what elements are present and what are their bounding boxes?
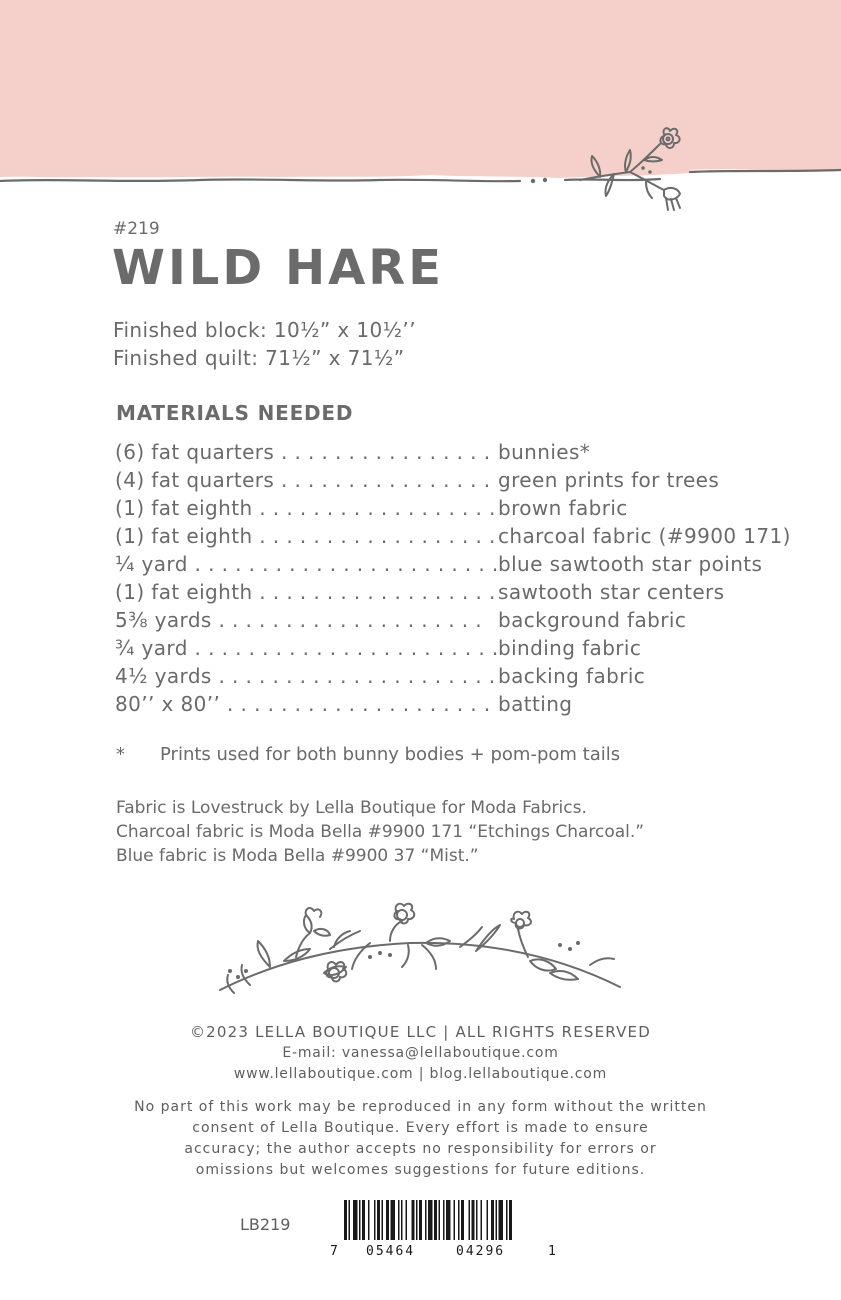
list-item xyxy=(115,522,815,550)
footnote-text: Prints used for both bunny bodies + pom-pom tails xyxy=(160,744,621,765)
barcode-digit-first: 7 xyxy=(330,1244,338,1259)
barcode-bar xyxy=(476,1200,478,1240)
barcode-bar xyxy=(443,1200,445,1240)
material-quantity: 80’’ x 80’’ . . . . . . . . . . . . . . . . . . . . xyxy=(115,692,491,716)
barcode-bar xyxy=(487,1200,489,1240)
material-quantity: (1) fat eighth . . . . . . . . . . . . . . . . . . xyxy=(115,496,496,520)
barcode-bar xyxy=(353,1200,358,1240)
barcode-bar xyxy=(419,1200,422,1240)
fabric-notes xyxy=(116,796,644,868)
material-quantity: ¾ yard . . . . . . . . . . . . . . . . . . . . . . . xyxy=(115,636,499,660)
barcode-bar xyxy=(344,1200,347,1240)
barcode-bar xyxy=(491,1200,494,1240)
barcode-bar xyxy=(374,1200,376,1240)
material-use: blue sawtooth star points xyxy=(498,552,763,576)
barcode-bar xyxy=(446,1200,451,1240)
list-item xyxy=(115,634,815,662)
barcode-bar xyxy=(428,1200,433,1240)
material-use: bunnies* xyxy=(498,440,591,464)
material-use: batting xyxy=(498,692,573,716)
list-item xyxy=(115,494,815,522)
fabric-note: Fabric is Lovestruck by Lella Boutique for Moda Fabrics. xyxy=(116,798,587,818)
barcode-digit-last: 1 xyxy=(548,1244,556,1259)
disclaimer xyxy=(0,1097,841,1181)
barcode-bar xyxy=(382,1200,384,1240)
barcode-bar xyxy=(359,1200,361,1240)
material-use: background fabric xyxy=(498,608,687,632)
fabric-note: Charcoal fabric is Moda Bella #9900 171 “Etchings Charcoal.” xyxy=(116,822,645,842)
fabric-note: Blue fabric is Moda Bella #9900 37 “Mist.” xyxy=(116,846,479,866)
material-use: binding fabric xyxy=(498,636,642,660)
list-item xyxy=(115,606,815,634)
barcode-bar xyxy=(458,1200,460,1240)
barcode-bar xyxy=(368,1200,370,1240)
barcode-bar xyxy=(398,1200,400,1240)
finished-sizes xyxy=(113,316,416,372)
material-use: backing fabric xyxy=(498,664,646,688)
header-band xyxy=(0,0,841,200)
material-quantity: (6) fat quarters . . . . . . . . . . . . . . . . xyxy=(115,440,491,464)
barcode-bar xyxy=(416,1200,418,1240)
pattern-number: #219 xyxy=(113,219,160,239)
disclaimer-line: No part of this work may be reproduced in any form without the written xyxy=(134,1099,707,1115)
list-item xyxy=(115,550,815,578)
material-quantity: 4½ yards . . . . . . . . . . . . . . . . . . . . . xyxy=(115,664,496,688)
material-quantity: (1) fat eighth . . . . . . . . . . . . . . . . . . xyxy=(115,524,496,548)
barcode-bar xyxy=(509,1200,512,1240)
material-quantity: 5⅜ yards . . . . . . . . . . . . . . . . . . . . xyxy=(115,608,483,632)
barcode-bar xyxy=(391,1200,396,1240)
barcode-bar xyxy=(439,1200,441,1240)
barcode-bar xyxy=(461,1200,464,1240)
footer xyxy=(0,1022,841,1085)
barcode-bar xyxy=(472,1200,475,1240)
barcode-bar xyxy=(434,1200,437,1240)
barcode-bar xyxy=(499,1200,504,1240)
finished-block: Finished block: 10½” x 10½’’ xyxy=(113,318,416,342)
barcode-bar xyxy=(349,1200,351,1240)
barcode-bar xyxy=(362,1200,365,1240)
list-item xyxy=(115,438,815,466)
barcode-bar xyxy=(386,1200,389,1240)
copyright: ©2023 LELLA BOUTIQUE LLC | ALL RIGHTS RESERVED xyxy=(189,1023,651,1041)
disclaimer-line: consent of Lella Boutique. Every effort is made to ensure xyxy=(192,1120,649,1136)
materials-list xyxy=(115,438,815,718)
finished-quilt: Finished quilt: 71½” x 71½” xyxy=(113,346,405,370)
disclaimer-line: accuracy; the author accepts no responsibility for errors or xyxy=(184,1141,657,1157)
material-quantity: (1) fat eighth . . . . . . . . . . . . . . . . . . xyxy=(115,580,496,604)
material-use: sawtooth star centers xyxy=(498,580,725,604)
barcode-bar xyxy=(506,1200,508,1240)
barcode-bar xyxy=(425,1200,427,1240)
material-quantity: ¼ yard . . . . . . . . . . . . . . . . . . . . . . . xyxy=(115,552,499,576)
product-sku: LB219 xyxy=(240,1215,291,1234)
list-item xyxy=(115,690,815,718)
barcode-bar xyxy=(454,1200,456,1240)
material-use: green prints for trees xyxy=(498,468,720,492)
pattern-title: WILD HARE xyxy=(112,240,445,296)
materials-heading: MATERIALS NEEDED xyxy=(116,401,354,425)
disclaimer-line: omissions but welcomes suggestions for future editions. xyxy=(195,1162,646,1178)
barcode-digits-group2: 04296 xyxy=(456,1244,506,1259)
list-item xyxy=(115,466,815,494)
material-use: charcoal fabric (#9900 171) xyxy=(498,524,791,548)
website-links[interactable]: www.lellaboutique.com | blog.lellaboutique.com xyxy=(233,1066,608,1082)
barcode-bar xyxy=(412,1200,415,1240)
barcode-bar xyxy=(406,1200,408,1240)
list-item xyxy=(115,578,815,606)
material-use: brown fabric xyxy=(498,496,628,520)
barcode-bar xyxy=(401,1200,403,1240)
floral-vine-icon xyxy=(210,895,630,1005)
material-quantity: (4) fat quarters . . . . . . . . . . . . . . . . xyxy=(115,468,491,492)
barcode-bar xyxy=(481,1200,483,1240)
header-band-graphic xyxy=(0,0,841,200)
barcode-digits-group1: 05464 xyxy=(366,1244,416,1259)
barcode-icon xyxy=(328,1198,568,1258)
footnote-mark: * xyxy=(116,744,125,765)
barcode-bar xyxy=(377,1200,380,1240)
barcode-bar xyxy=(469,1200,471,1240)
email-line[interactable]: E-mail: vanessa@lellaboutique.com xyxy=(282,1045,559,1061)
flower-branch-icon xyxy=(570,122,690,214)
barcode-bar xyxy=(496,1200,498,1240)
list-item xyxy=(115,662,815,690)
